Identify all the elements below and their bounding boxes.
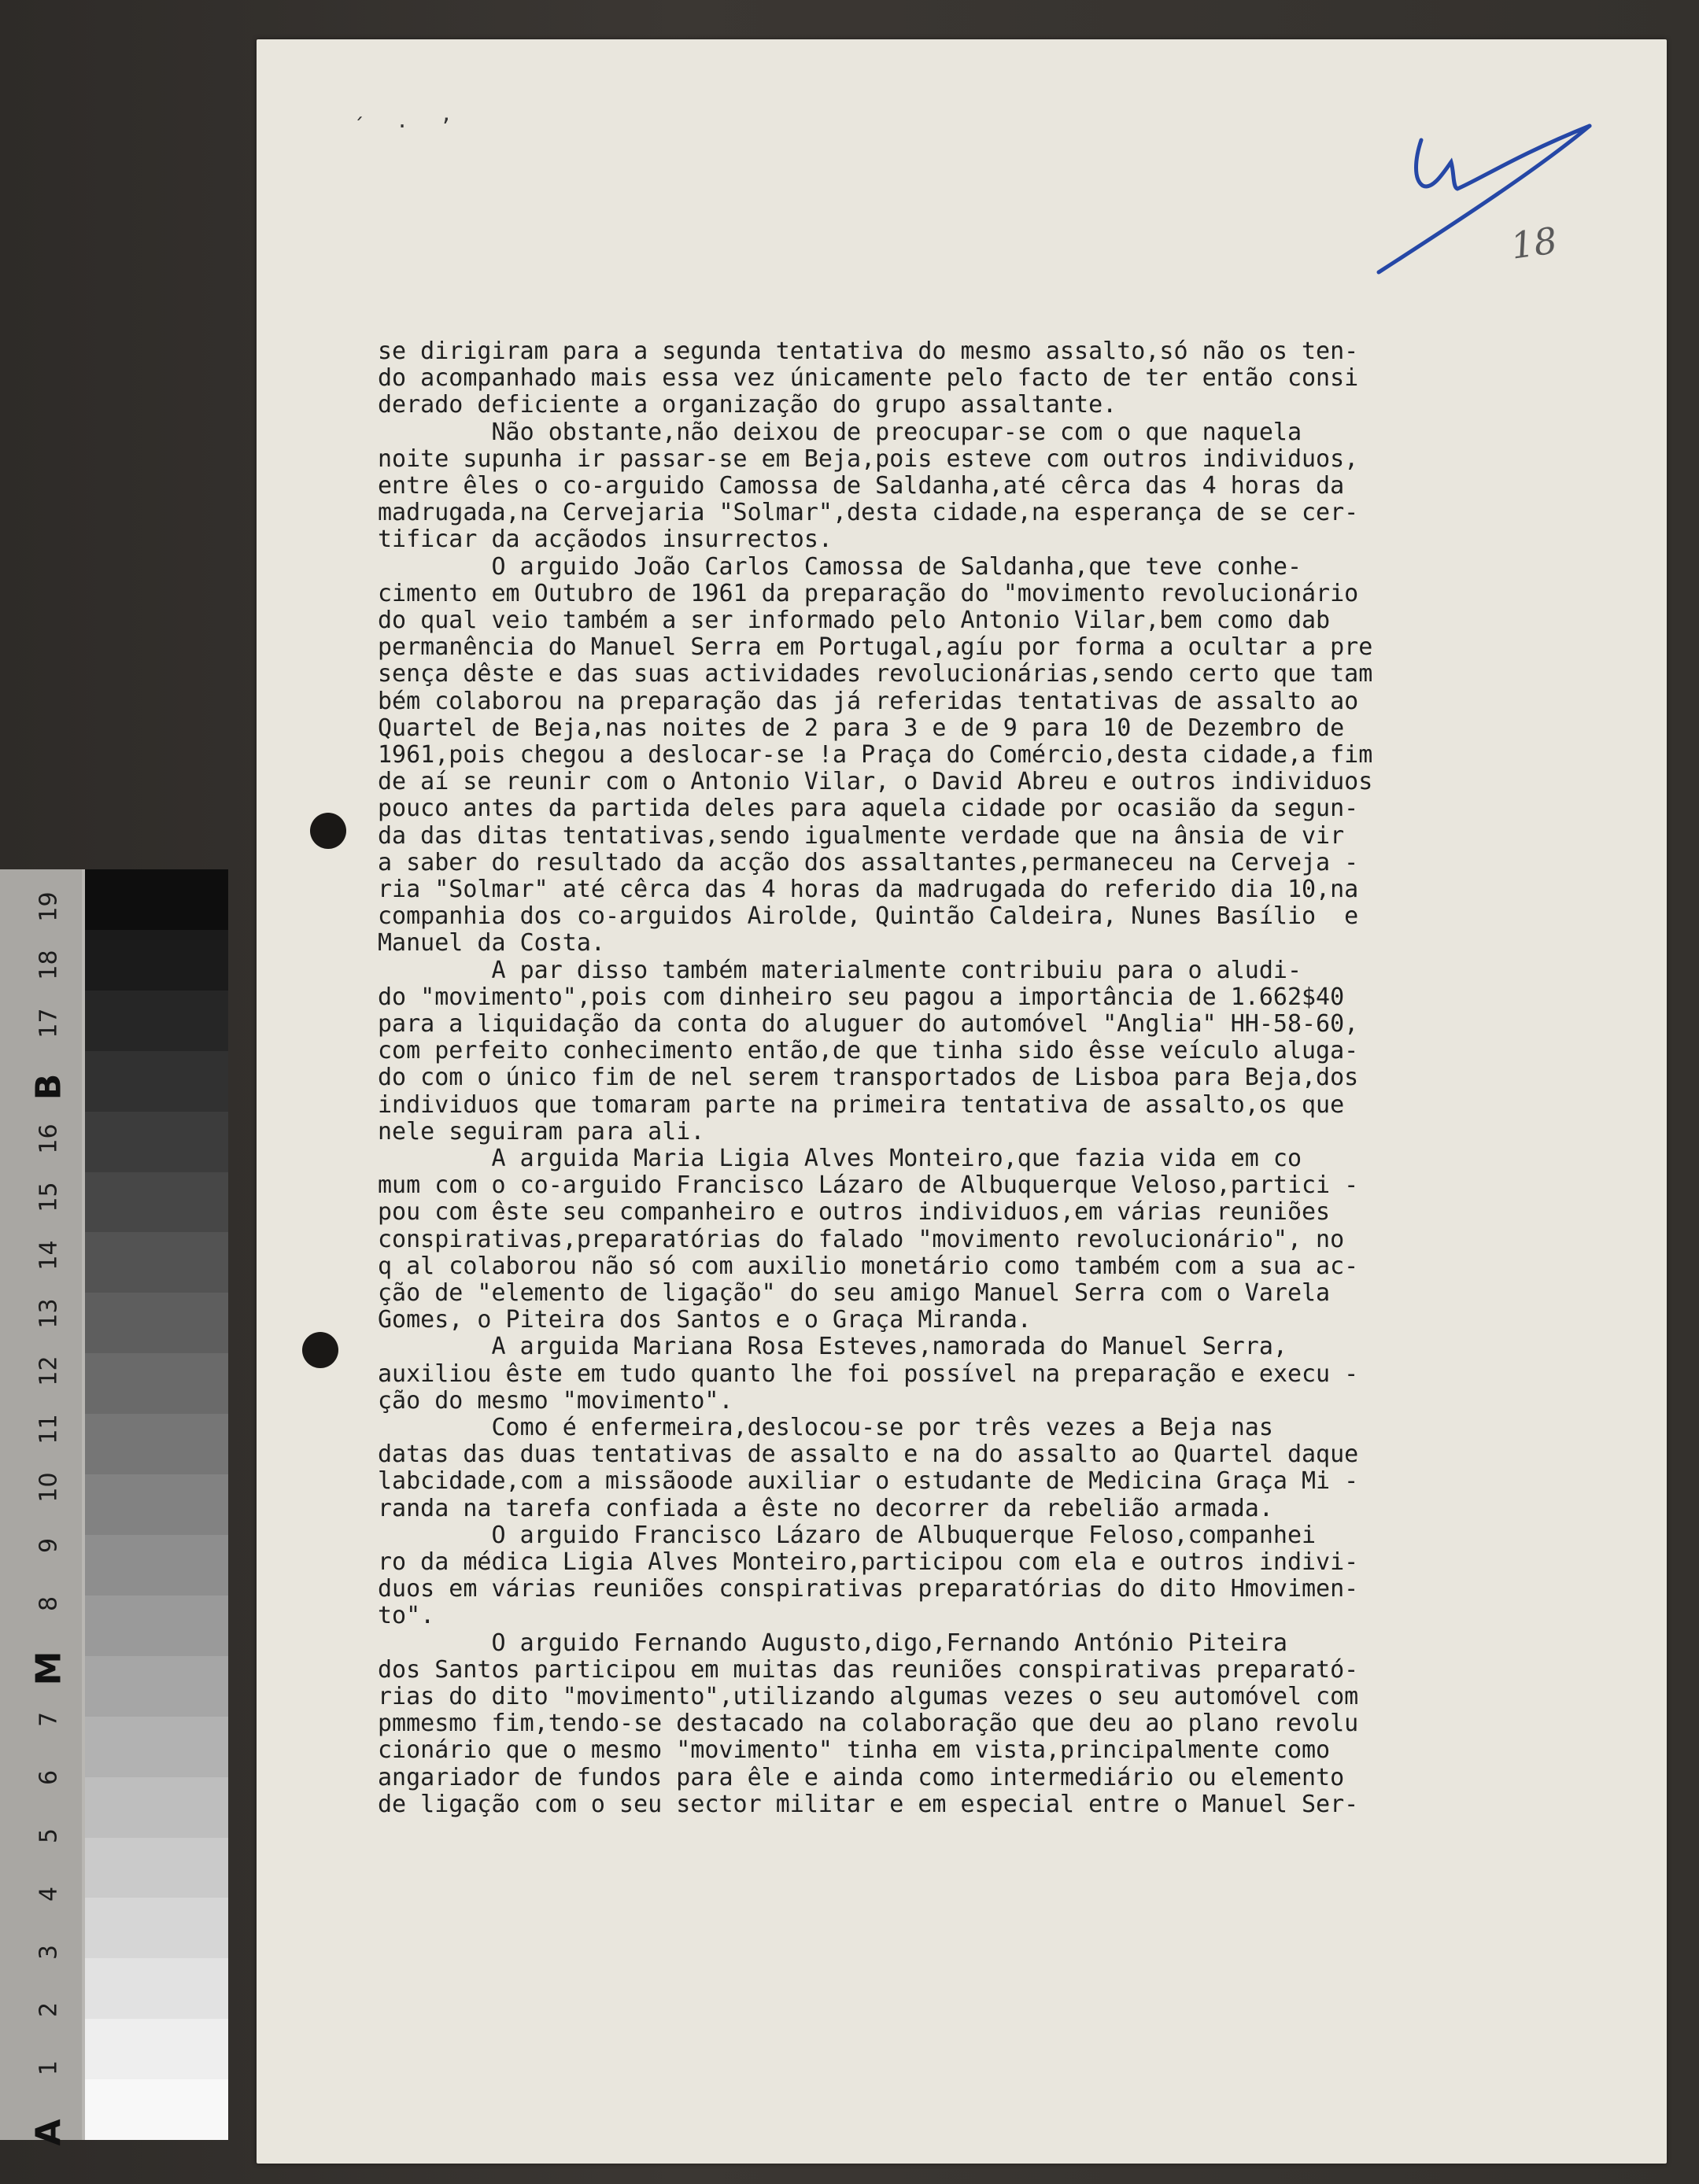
ruler-label: 10 [35,1472,63,1503]
text-line: derado deficiente a organização do grupo assaltante. [378,391,1117,419]
text-line: randa na tarefa confiada a êste no decorrer da rebelião armada. [378,1494,1273,1522]
text-line: pou com êste seu companheiro e outros individuos,em várias reuniões [378,1198,1331,1227]
page-number: 18 [1508,219,1560,267]
text-line: cimento em Outubro de 1961 da preparação do "movimento revolucionário [378,579,1359,607]
text-line: Gomes, o Piteira dos Santos e o Graça Miranda. [378,1306,1032,1334]
text-line: cionário que o mesmo "movimento" tinha em vista,principalmente como [378,1736,1331,1765]
text-line: para a liquidação da conta do aluguer do automóvel "Anglia" HH-58-60, [378,1010,1359,1038]
text-line: de aí se reunir com o Antonio Vilar, o David Abreu e outros individuos [378,768,1373,796]
ruler-label: 16 [35,1123,63,1154]
ruler-label: 18 [35,950,63,980]
ruler-label: 8 [35,1596,63,1611]
punch-hole-upper [310,813,346,849]
text-line: ção do mesmo "movimento". [378,1386,733,1415]
ruler-label: 3 [35,1944,63,1960]
text-line: do acompanhado mais essa vez únicamente pelo facto de ter então consi [378,364,1359,393]
text-line: ro da médica Ligia Alves Monteiro,participou com ela e outros indivi- [378,1548,1359,1576]
text-line: Como é enfermeira,deslocou-se por três vezes a Beja nas [378,1414,1273,1441]
text-line: conspirativas,preparatórias do falado "movimento revolucionário", no [378,1225,1345,1253]
text-line: Manuel da Costa. [378,929,605,957]
ruler-label: 15 [35,1182,63,1212]
gray-swatch [85,1535,228,1596]
text-line: do com o único fim de nel serem transportados de Lisboa para Beja,dos [378,1064,1359,1092]
corner-marks: ´ · ’ [353,115,462,138]
text-line: labcidade,com a missãoode auxiliar o estudante de Medicina Graça Mi - [378,1467,1359,1496]
text-line: individuos que tomaram parte na primeira tentativa de assalto,os que [378,1090,1345,1119]
ruler-label: B [28,1074,69,1101]
text-line: O arguido Fernando Augusto,digo,Fernando António Piteira [378,1629,1287,1657]
ruler-label: 2 [35,2002,63,2018]
ruler-label: 4 [35,1886,63,1902]
ruler-label: 9 [35,1537,63,1553]
scale-ruler [0,869,82,2146]
gray-swatch [85,1898,228,1958]
ruler-label: 14 [35,1240,63,1271]
punch-hole-lower [302,1332,338,1368]
text-line: tificar da acçãodos insurrectos. [378,526,833,554]
ruler-label: 1 [35,2060,63,2076]
text-line: O arguido João Carlos Camossa de Saldanha,que teve conhe- [378,552,1302,581]
text-line: sença dêste e das suas actividades revolucionárias,sendo certo que tam [378,660,1373,688]
text-line: A arguida Mariana Rosa Esteves,namorada do Manuel Serra, [378,1333,1287,1361]
ruler-label: 17 [35,1008,63,1039]
gray-swatch [85,991,228,1051]
grayscale-swatches [85,869,228,2140]
text-line: angariador de fundos para êle e ainda como intermediário ou elemento [378,1763,1345,1791]
text-line: se dirigiram para a segunda tentativa do mesmo assalto,só não os ten- [378,338,1359,365]
text-line: a saber do resultado da acção dos assaltantes,permaneceu na Cerveja - [378,848,1359,876]
gray-swatch [85,1232,228,1293]
gray-swatch [85,869,228,930]
ruler-label: 5 [35,1828,63,1843]
ruler-label: A [28,2119,69,2146]
text-line: pmmesmo fim,tendo-se destacado na colaboração que deu ao plano revolu [378,1710,1359,1738]
gray-swatch [85,1958,228,2019]
text-line: Não obstante,não deixou de preocupar-se com o que naquela [378,418,1302,446]
text-line: bém colaborou na preparação das já referidas tentativas de assalto ao [378,687,1359,715]
text-line: datas das duas tentativas de assalto e na do assalto ao Quartel daque [378,1441,1359,1469]
text-line: rias do dito "movimento",utilizando algumas vezes o seu automóvel com [378,1683,1359,1710]
gray-swatch [85,1112,228,1172]
gray-swatch [85,1051,228,1112]
gray-swatch [85,2079,228,2140]
text-line: da das ditas tentativas,sendo igualmente verdade que na ânsia de vir [378,821,1345,850]
text-line: auxiliou êste em tudo quanto lhe foi possível na preparação e execu - [378,1359,1359,1388]
gray-swatch [85,1353,228,1414]
ruler-label: M [28,1651,69,1685]
text-line: dos Santos participou em muitas das reuniões conspirativas preparató- [378,1655,1359,1684]
text-line: duos em várias reuniões conspirativas preparatórias do dito Hmovimen- [378,1575,1359,1603]
document-page [257,39,1667,2164]
ruler-label: 7 [35,1712,63,1728]
text-line: pouco antes da partida deles para aquela cidade por ocasião da segun- [378,795,1359,823]
gray-swatch [85,1717,228,1777]
text-line: q al colaborou não só com auxilio monetário como também com a sua ac- [378,1252,1359,1280]
text-line: noite supunha ir passar-se em Beja,pois esteve com outros individuos, [378,445,1359,473]
text-line: com perfeito conhecimento então,de que tinha sido êsse veículo aluga- [378,1037,1359,1065]
text-line: madrugada,na Cervejaria "Solmar",desta cidade,na esperança de se cer- [378,499,1359,527]
handwritten-signature-mark [1369,118,1605,283]
ruler-label: 6 [35,1770,63,1786]
text-line: do qual veio também a ser informado pelo Antonio Vilar,bem como dab [378,607,1331,634]
ruler-label: 11 [35,1414,63,1444]
text-line: do "movimento",pois com dinheiro seu pagou a importância de 1.662$40 [378,983,1345,1011]
gray-swatch [85,1596,228,1656]
gray-swatch [85,1777,228,1838]
gray-swatch [85,930,228,991]
ruler-label: 19 [35,891,63,922]
ruler-label: 13 [35,1298,63,1329]
text-line: O arguido Francisco Lázaro de Albuquerque Feloso,companhei [378,1521,1317,1549]
text-line: mum com o co-arguido Francisco Lázaro de Albuquerque Veloso,partici - [378,1171,1359,1200]
text-line: A arguida Maria Ligia Alves Monteiro,que fazia vida em co [378,1145,1302,1172]
gray-swatch [85,1172,228,1233]
text-line: 1961,pois chegou a deslocar-se !a Praça do Comércio,desta cidade,a fim [378,741,1373,769]
text-line: companhia dos co-arguidos Airolde, Quintão Caldeira, Nunes Basílio e [378,902,1359,931]
gray-swatch [85,1414,228,1474]
text-line: nele seguiram para ali. [378,1117,705,1145]
gray-swatch [85,1474,228,1535]
text-line: ção de "elemento de ligação" do seu amigo Manuel Serra com o Varela [378,1279,1331,1307]
text-line: Quartel de Beja,nas noites de 2 para 3 e de 9 para 10 de Dezembro de [378,714,1345,742]
text-line: entre êles o co-arguido Camossa de Saldanha,até cêrca das 4 horas da [378,472,1345,500]
text-line: permanência do Manuel Serra em Portugal,agíu por forma a ocultar a pre [378,633,1373,662]
color-calibration-strip [0,869,228,2146]
gray-swatch [85,1293,228,1353]
ruler-label: 12 [35,1356,63,1387]
text-line: A par disso também materialmente contribuiu para o aludi- [378,956,1302,984]
gray-swatch [85,2019,228,2079]
text-line: ria "Solmar" até cêrca das 4 horas da madrugada do referido dia 10,na [378,876,1359,903]
text-line: to". [378,1602,435,1630]
gray-swatch [85,1656,228,1717]
gray-swatch [85,1838,228,1898]
text-line: de ligação com o seu sector militar e em especial entre o Manuel Ser- [378,1790,1359,1818]
